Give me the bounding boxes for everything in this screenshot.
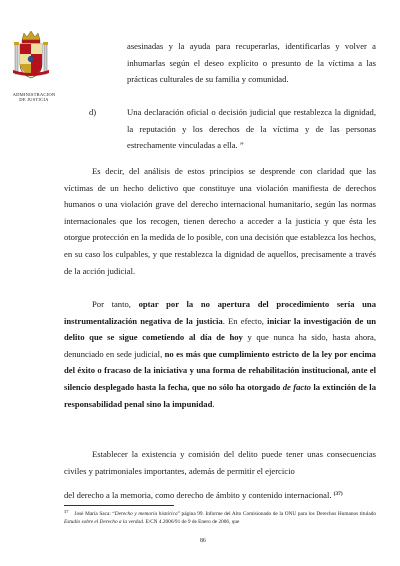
- footnote-text: . E/CN 4.2006/91 de 9 de Enero de 2006, que: [142, 519, 240, 526]
- footnote-reference: (37): [333, 491, 343, 497]
- text-run: Por tanto,: [92, 299, 139, 309]
- paragraph-conclusion: [64, 296, 376, 412]
- paragraph-consequences-end: [64, 487, 376, 504]
- paragraph-analysis: Es decir, del análisis de estos principios se desprende con claridad que las víctimas de un hecho delictivo que constituye una violación manifiesta de derechos humanos o una violación grave del derecho internacional humanitario, según las normas internacionales que los recogen, tienen derecho a acceder a la justicia y que ésta les otorgue protección en la medida de lo posible, con una decisión que establezca los hechos, en su caso los culpables, y que restablezca la dignidad de aquellos, precisamente a través de la acción judicial.: [64, 166, 376, 276]
- bold-text-run: no es más que cumplimiento estricto de la ley por encima del éxito o fracaso de la iniciativa y una forma de rehabilitación institucional, ante el silencio desplegado hasta la fecha, que no sólo ha otorgado: [64, 348, 376, 392]
- footnote-number: 37: [64, 509, 69, 514]
- footnote: [64, 510, 376, 526]
- footnote-text: José María Saca: “: [74, 511, 115, 517]
- bold-text-run: la extinción de la responsabilidad penal sino la impunidad: [64, 381, 376, 409]
- text-run: y que nunca ha sido, hasta ahora, denunciado en sede judicial,: [64, 332, 376, 359]
- footnote-italic-text: Derecho y memoria histórica: [114, 511, 178, 517]
- footnote-text: ” página 99. Informe del Alto Comisionado de la ONU para los Derechos Humanos titulado: [177, 511, 376, 517]
- paragraph-continuation: asesinadas y la ayuda para recuperarlas, identificarlas y volver a inhumarlas según el deseo explícito o presunto de la víctima a las prácticas culturales de su familia y comunidad.: [127, 41, 376, 85]
- text-run: .: [212, 398, 215, 409]
- bold-italic-text-run: de facto: [282, 381, 311, 392]
- bold-text-run: iniciar la investigación de un delito que se sigue cometiendo al día de hoy: [64, 315, 377, 343]
- institution-label: [6, 92, 62, 103]
- list-item-label: d): [89, 107, 97, 117]
- footnote-divider: [64, 505, 174, 506]
- footnote-italic-text: Estudio sobre el Derecho a la verdad: [64, 519, 143, 526]
- institution-line-2: DE JUSTICIA: [19, 97, 49, 103]
- text-run: . En efecto,: [222, 315, 268, 326]
- page-number: 86: [200, 538, 206, 544]
- text-run: del derecho a la memoria, como derecho de ámbito y contenido internacional.: [64, 490, 332, 500]
- bold-text-run: optar por la no apertura del procedimiento sería una instrumentalización negativa de la justicia: [64, 299, 377, 326]
- coat-of-arms-icon: [13, 30, 49, 82]
- institution-line-1: ADMINISTRACION: [12, 92, 56, 97]
- list-item-text: Una declaración oficial o decisión judicial que restablezca la dignidad, la reputación y los derechos de la víctima y de las personas estrechamente vinculadas a ella. ”: [127, 107, 376, 151]
- paragraph-consequences: Establecer la existencia y comisión del delito puede tener unas consecuencias civiles y patrimoniales importantes, además de permitir el ejercicio: [64, 449, 376, 476]
